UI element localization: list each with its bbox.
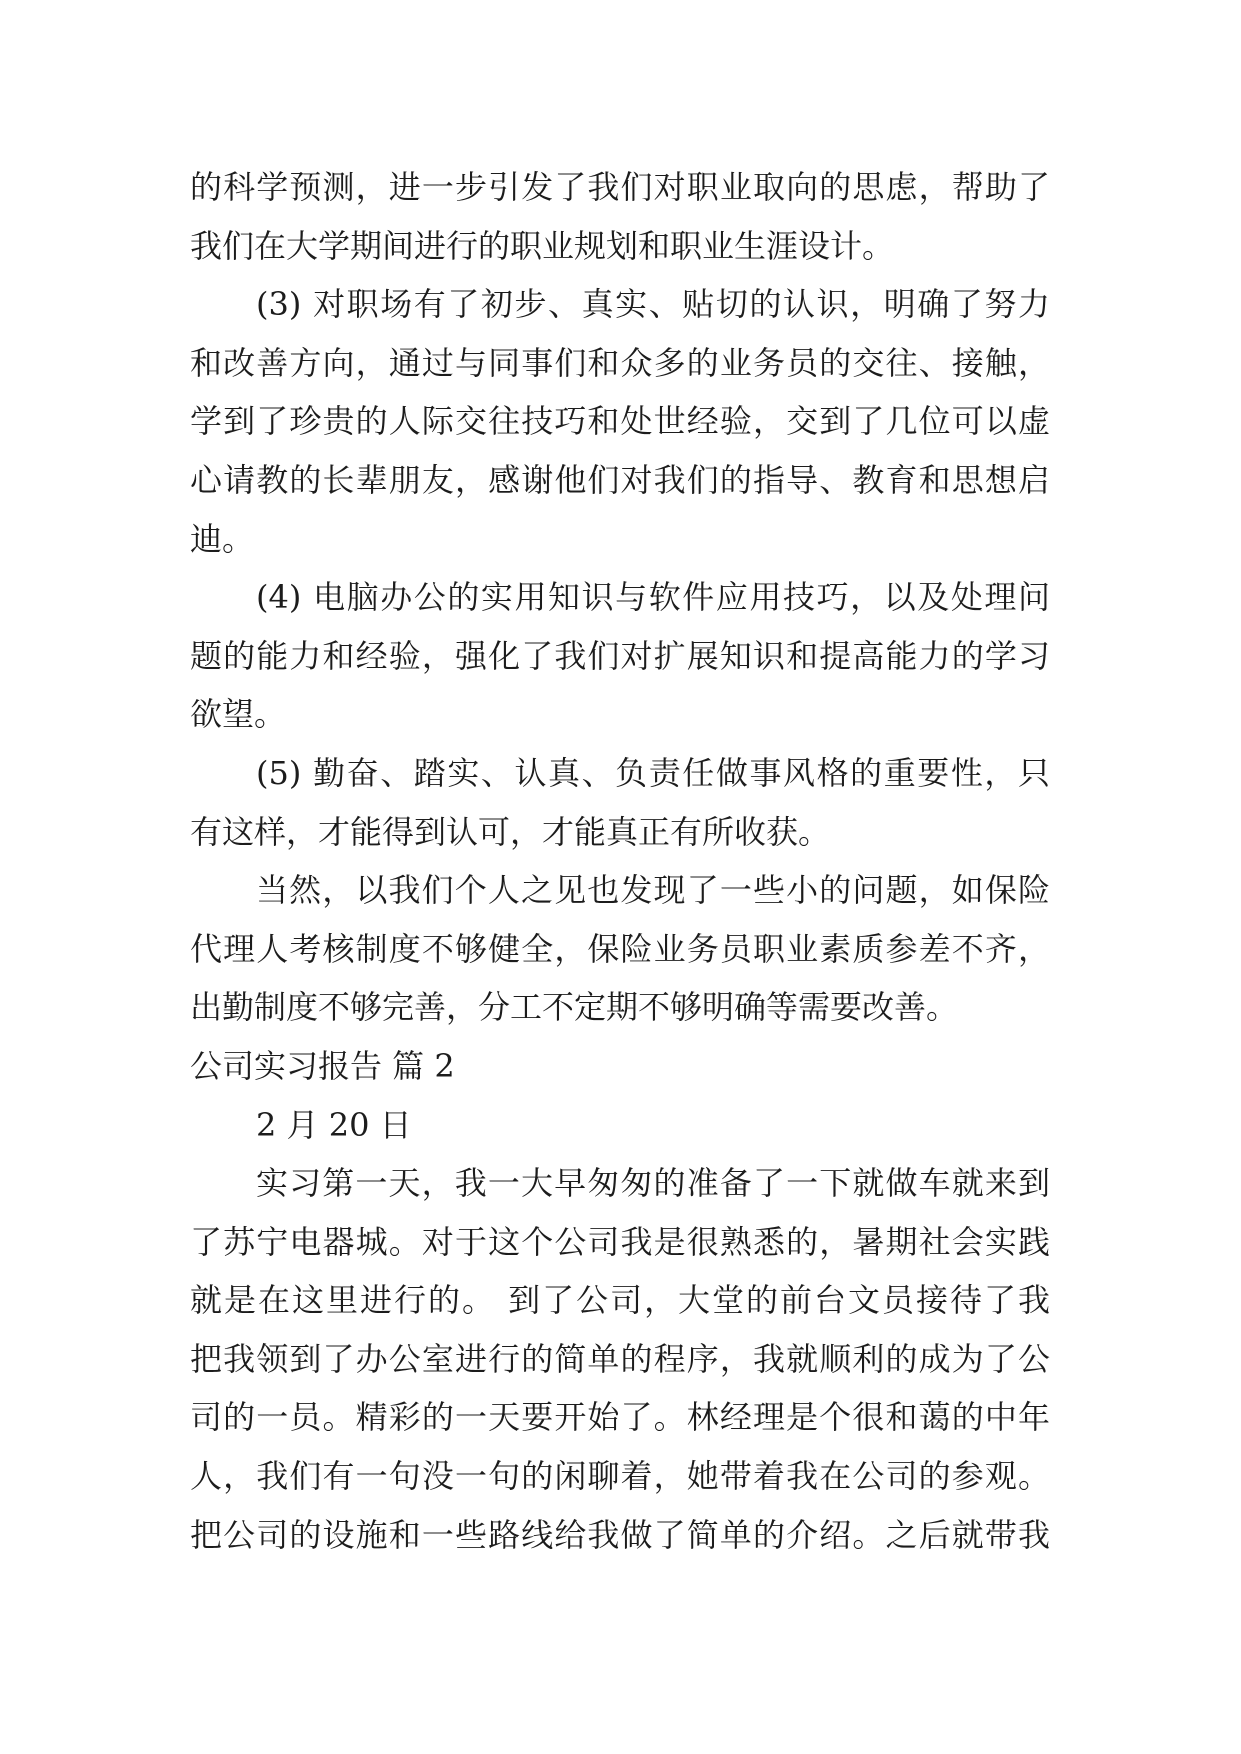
text-line: 代理人考核制度不够健全，保险业务员职业素质参差不齐， [190,929,1050,968]
text-line: (4) 电脑办公的实用知识与软件应用技巧，以及处理问 [256,578,1050,617]
text-line: 迪。 [190,519,255,558]
text-line: 把公司的设施和一些路线给我做了简单的介绍。之后就带我 [190,1515,1050,1554]
text-line: 就是在这里进行的。 到了公司，大堂的前台文员接待了我 [190,1281,1050,1320]
text-line: 出勤制度不够完善，分工不定期不够明确等需要改善。 [190,988,959,1027]
text-line: 有这样，才能得到认可，才能真正有所收获。 [190,812,831,851]
text-line: 人，我们有一句没一句的闲聊着，她带着我在公司的参观。 [190,1457,1050,1496]
text-line: (5) 勤奋、踏实、认真、负责任做事风格的重要性，只 [256,753,1050,792]
text-line: 了苏宁电器城。对于这个公司我是很熟悉的，暑期社会实践 [190,1222,1050,1261]
text-line: 和改善方向，通过与同事们和众多的业务员的交往、接触， [190,343,1050,382]
text-line: 司的一员。精彩的一天要开始了。林经理是个很和蔼的中年 [190,1398,1050,1437]
text-line: 把我领到了办公室进行的简单的程序，我就顺利的成为了公 [190,1339,1050,1378]
text-line: 2 月 20 日 [256,1105,412,1144]
text-line: 欲望。 [190,695,287,734]
text-line: 心请教的长辈朋友，感谢他们对我们的指导、教育和思想启 [190,460,1050,499]
text-line: 学到了珍贵的人际交往技巧和处世经验，交到了几位可以虚 [190,402,1050,441]
text-line: 的科学预测，进一步引发了我们对职业取向的思虑，帮助了 [190,168,1050,206]
text-line: (3) 对职场有了初步、真实、贴切的认识，明确了努力 [256,285,1050,324]
text-line: 当然，以我们个人之见也发现了一些小的问题，如保险 [256,871,1050,910]
text-line: 题的能力和经验，强化了我们对扩展知识和提高能力的学习 [190,636,1050,675]
document-body [190,158,1050,1564]
text-line: 我们在大学期间进行的职业规划和职业生涯设计。 [190,226,895,265]
text-line: 实习第一天，我一大早匆匆的准备了一下就做车就来到 [256,1164,1050,1203]
section-heading: 公司实习报告 篇 2 [190,1046,455,1085]
